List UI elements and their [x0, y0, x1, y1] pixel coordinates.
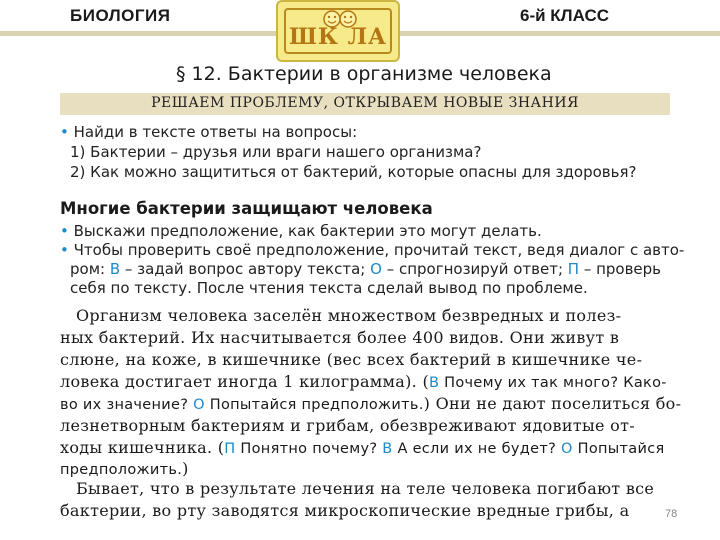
band-text: РЕШАЕМ ПРОБЛЕМУ, ОТКРЫВАЕМ НОВЫЕ ЗНАНИЯ: [151, 95, 579, 111]
bullet-icon: •: [60, 241, 69, 259]
text-line-10: бактерии, во рту заводятся микроскопические вредные грибы, а: [60, 501, 630, 520]
text-line-7: [60, 438, 665, 457]
instruction-text: ром:: [70, 260, 110, 278]
instruction-text: – спрогнозируй ответ;: [381, 260, 568, 278]
task-line-3: 2) Как можно защититься от бактерий, которые опасны для здоровья?: [70, 163, 637, 181]
text-span: ): [182, 459, 189, 478]
school-logo: [276, 0, 400, 62]
text-line-5: [60, 394, 681, 413]
instruction-text: Выскажи предположение, как бактерии это могут делать.: [73, 222, 542, 240]
task-line-1: [60, 123, 357, 141]
task-text: Найди в тексте ответы на вопросы:: [73, 123, 358, 141]
dialog-text: во их значение?: [60, 397, 194, 413]
instruction-text: – задай вопрос автору текста;: [120, 260, 371, 278]
dialog-text: Понятно почему?: [235, 441, 383, 457]
marker-predict: О: [193, 397, 205, 413]
text-span: ) Они не дают поселиться бо-: [423, 394, 682, 413]
bullet-icon: •: [60, 222, 69, 240]
instruction-text: Чтобы проверить своё предположение, прочитай текст, ведя диалог с авто-: [73, 241, 685, 259]
marker-question: В: [382, 441, 393, 457]
marker-predict: О: [561, 441, 573, 457]
dialog-text: А если их не будет?: [392, 441, 562, 457]
instruction-text: – проверь: [579, 260, 662, 278]
marker-check: П: [567, 260, 580, 278]
dialog-text: Почему их так много? Како-: [439, 375, 667, 391]
instruction-line-3: [70, 260, 661, 278]
dialog-text: предположить.: [60, 462, 183, 478]
marker-predict: О: [370, 260, 382, 278]
text-line-8: [60, 459, 189, 478]
marker-question: В: [428, 375, 440, 391]
marker-question: В: [109, 260, 121, 278]
text-span: ходы кишечника. (: [60, 438, 225, 457]
subject-label: БИОЛОГИЯ: [70, 6, 171, 25]
subheading: Многие бактерии защищают человека: [60, 199, 433, 218]
text-line-1: Организм человека заселён множеством безвредных и полез-: [76, 306, 622, 325]
page-number: 78: [665, 508, 678, 520]
text-line-9: Бывает, что в результате лечения на теле человека погибают все: [76, 479, 655, 498]
text-line-6: лезнетворным бактериям и грибам, обезвреживают ядовитые от-: [60, 416, 635, 435]
text-span: ловека достигает иногда 1 килограмма). (: [60, 372, 429, 391]
section-title: § 12. Бактерии в организме человека: [176, 63, 552, 85]
instruction-line-2: [60, 241, 684, 259]
bullet-icon: •: [60, 123, 69, 141]
section-band: [60, 93, 670, 115]
marker-check: П: [224, 441, 236, 457]
text-line-3: слюне, на коже, в кишечнике (вес всех бактерий в кишечнике че-: [60, 350, 643, 369]
dialog-text: Попытайся предположить.: [204, 397, 424, 413]
text-line-2: ных бактерий. Их насчитывается более 400 видов. Они живут в: [60, 328, 620, 347]
text-line-4: [60, 372, 667, 391]
instruction-line-1: [60, 222, 542, 240]
grade-label: 6-й КЛАСС: [520, 6, 610, 25]
task-line-2: 1) Бактерии – друзья или враги нашего организма?: [70, 143, 482, 161]
dialog-text: Попытайся: [572, 441, 665, 457]
logo-text: ШК ЛА: [289, 24, 387, 50]
instruction-line-4: себя по тексту. После чтения текста сделай вывод по проблеме.: [70, 279, 588, 297]
